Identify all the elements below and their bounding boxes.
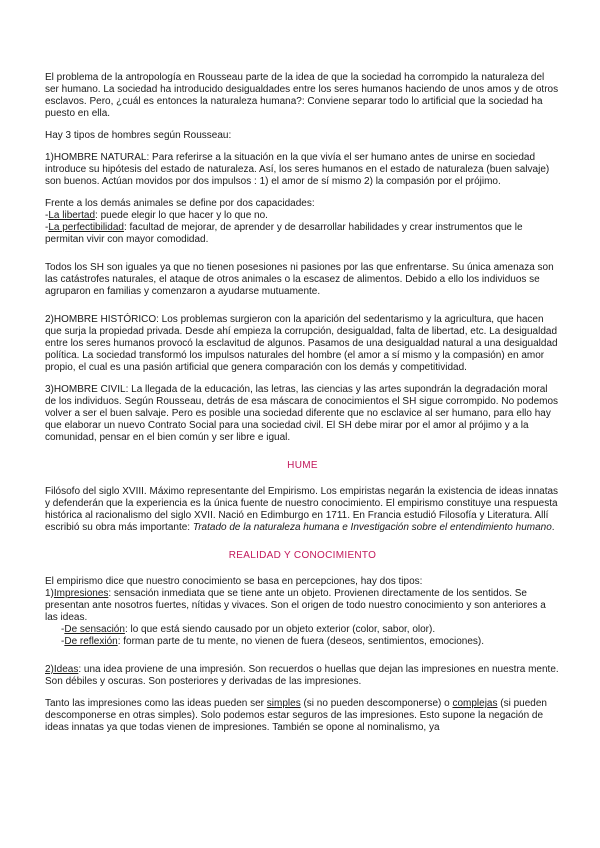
reflexion-text: : forman parte de tu mente, no vienen de fuera (deseos, sentimientos, emociones). (117, 636, 485, 647)
hombre-natural-paragraph: 1)HOMBRE NATURAL: Para referirse a la situación en la que vivía el ser humano antes de unirse en sociedad introduce su hipótesis del estado de naturaleza. Así, los seres humanos en el estado de naturaleza (buen salvaje) son buenos. Actúan movidos por dos impulsos : 1) el amor de sí mismo 2) la compasión por el prójimo. (45, 152, 550, 187)
sensacion-term: De sensación (64, 624, 125, 635)
empirismo-section (45, 576, 560, 648)
perfectibilidad-term: La perfectibilidad (48, 222, 124, 233)
ideas-text: : una idea proviene de una impresión. Son recuerdos o huellas que dejan las impresiones en nuestra mente. Son débiles y oscuras. Son posteriores y derivadas de las impresiones. (45, 664, 559, 687)
types-intro: Hay 3 tipos de hombres según Rousseau: (45, 130, 232, 141)
bullet-dash: - (45, 210, 49, 221)
bullet-dash: - (45, 222, 49, 233)
bullet-dash: - (61, 624, 65, 635)
reflexion-term: De reflexión (64, 636, 118, 647)
reflexion-item (45, 636, 560, 648)
empirismo-lead: El empirismo dice que nuestro conocimiento se basa en percepciones, hay dos tipos: (45, 576, 423, 587)
realidad-heading: REALIDAD Y CONOCIMIENTO (228, 550, 377, 561)
ideas-paragraph (45, 664, 560, 688)
capacity-perfectibilidad (45, 222, 560, 246)
capacity-libertad (45, 210, 560, 222)
simples-complejas-paragraph (45, 698, 560, 734)
hume-text: Filósofo del siglo XVIII. Máximo representante del Empirismo. Los empiristas negarán la existencia de ideas innatas y defenderán que la experiencia es la única fuente de nuestro conocimiento. El empirismo constituye una respuesta histórica al racionalismo del siglo XVII. Nació en Edimburgo en 1711. En Francia estudió Filosofía y Literatura. Allí escribió su obra más importante: (45, 486, 559, 533)
hume-paragraph (45, 486, 560, 534)
simples-text-1: Tanto las impresiones como las ideas pueden ser (45, 698, 267, 709)
capacities-lead: Frente a los demás animales se define por dos capacidades: (45, 198, 315, 209)
bullet-dash: - (61, 636, 65, 647)
libertad-term: La libertad (48, 210, 96, 221)
libertad-text: : puede elegir lo que hacer y lo que no. (95, 210, 268, 221)
hume-heading: HUME (287, 460, 318, 471)
impresiones-term: Impresiones (53, 588, 109, 599)
simples-text-2: (si no pueden descomponerse) o (300, 698, 453, 709)
hombre-historico-paragraph: 2)HOMBRE HISTÓRICO: Los problemas surgieron con la aparición del sedentarismo y la agricultura, que hacen que surja la propiedad privada. Desde ahí empieza la corrupción, desigualdad, falta de libertad, etc. La desigualdad entre los seres humanos provocó la esclavitud de algunos. Pasamos de una desigualdad natural a una desigualdad política. La sociedad transformó los impulsos naturales del hombre (el amor a sí mismo y la compasión) en amor propio, el cual es una pasión artificial que genera comparación con los demás y competitividad. (45, 314, 558, 373)
complejas-term: complejas (452, 698, 498, 709)
simples-term: simples (266, 698, 301, 709)
sensacion-item (45, 624, 560, 636)
sensacion-text: : lo que está siendo causado por un objeto exterior (color, sabor, olor). (124, 624, 436, 635)
impresiones-number: 1) (45, 588, 54, 599)
simples-text-3: (si pueden descomponerse en otras simples). Solo podemos estar seguros de las impresiones. Esto supone la negación de ideas innatas ya que todas vienen de impresiones. También se opone al nominalismo, ya (45, 698, 547, 733)
ideas-term: 2)Ideas (45, 664, 79, 675)
capacities-section (45, 198, 560, 246)
perfectibilidad-text: : facultad de mejorar, de aprender y de desarrollar habilidades y crear instrumentos que le permitan vivir con mayor comodidad. (45, 222, 523, 245)
impresiones-text: : sensación inmediata que se tiene ante un objeto. Provienen directamente de los sentidos. Se presentan ante nosotros fuertes, nítidas y vivaces. Son el origen de todo nuestro conocimiento y son anteriores a las ideas. (45, 588, 546, 623)
hombre-civil-paragraph: 3)HOMBRE CIVIL: La llegada de la educación, las letras, las ciencias y las artes supondrán la degradación moral de los individuos. Según Rousseau, detrás de esa máscara de conocimientos el SH sigue corrompido. No podemos volver a ser el buen salvaje. Pero es posible una sociedad diferente que no esclavice al ser humano, para ello hay que elaborar un nuevo Contrato Social para una sociedad civil. El SH debe mirar por el amor al prójimo y a la comunidad, pensar en el bien común y ser libre e igual. (45, 384, 559, 443)
equality-paragraph: Todos los SH son iguales ya que no tienen posesiones ni pasiones por las que enfrentarse. Su única amenaza son las catástrofes naturales, el ataque de otros animales o la escasez de alimentos. Debido a ello los individuos se agruparon en familias y comenzaron a ayudarse mutuamente. (45, 262, 554, 297)
hume-works: Tratado de la naturaleza humana e Investigación sobre el entendimiento humano (192, 522, 552, 533)
intro-paragraph: El problema de la antropología en Rousseau parte de la idea de que la sociedad ha corrompido la naturaleza del ser humano. La sociedad ha introducido desigualdades entre los seres humanos haciendo de unos amos y de otros esclavos. Pero, ¿cuál es entonces la naturaleza humana?: Conviene separar todo lo artificial que la sociedad ha puesto en ella. (45, 72, 559, 119)
impresiones-item (45, 588, 560, 624)
hume-end: . (551, 522, 555, 533)
